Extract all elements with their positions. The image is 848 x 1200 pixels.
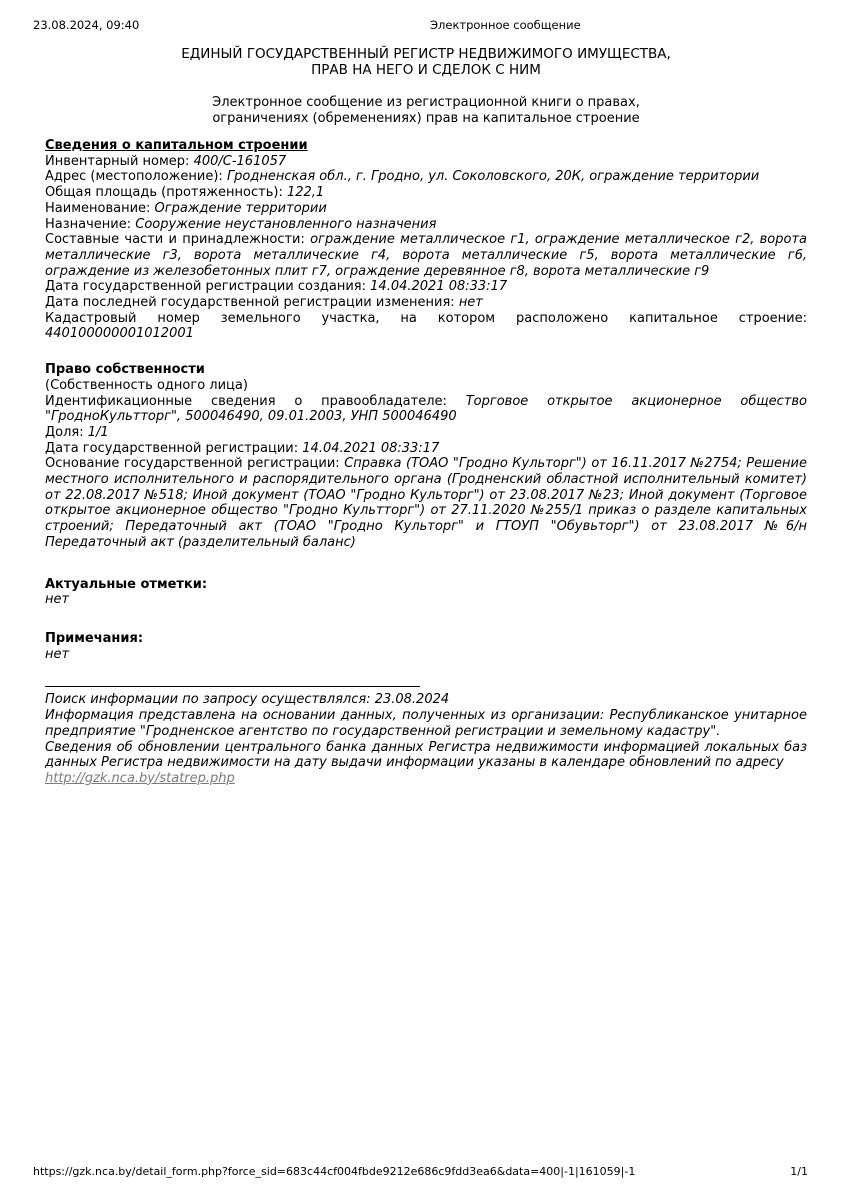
section-ownership: [45, 362, 807, 550]
field-purpose: [45, 217, 807, 233]
field-label: Доля:: [45, 424, 84, 440]
ownership-type: (Собственность одного лица): [45, 377, 248, 393]
field-label: Дата последней государственной регистрации изменения:: [45, 295, 455, 311]
field-value: 122,1: [286, 185, 325, 201]
field-inventory-number: [45, 154, 807, 170]
field-total-area: [45, 185, 807, 201]
field-label: Общая площадь (протяженность):: [45, 185, 283, 201]
document-subtitle-line1: Электронное сообщение из регистрационной книги о правах,: [212, 95, 640, 110]
field-rightholder: [45, 394, 807, 425]
field-label: Идентификационные сведения о правообладателе:: [45, 393, 447, 409]
field-value: Справка (ТОАО "Гродно Культорг") от 16.11.2017 №2754; Решение местного исполнительного и распорядительного органа (Гродненский областной исполнительный комитет) от 22.08.2017 №518; Иной документ (ТОАО "Гродно Культорг") от 23.08.2017 №23; Иной документ (Торговое открытое акционерное общество "Гродно Культторг") от 27.11.2020 №255/1 приказ о разделе капитальных строений; Передаточный акт (ТОАО "Гродно Культорг" и ГТОУП "Обувьторг") от 23.08.2017 №6/н Передаточный акт (разделительный баланс): [45, 456, 807, 550]
field-value: Торговое открытое акционерное общество "ГродноКультторг", 500046490, 09.01.2003, УНП 500046490: [45, 393, 807, 425]
field-label: Кадастровый номер земельного участка, на котором расположено капитальное строение:: [45, 310, 807, 326]
section-actual-marks: [45, 577, 807, 608]
field-value: 400/С-161057: [193, 153, 287, 169]
field-label: Дата государственной регистрации:: [45, 440, 299, 456]
print-datetime: 23.08.2024, 09:40: [33, 18, 140, 32]
divider-line: [45, 686, 420, 687]
search-date-line: Поиск информации по запросу осуществлялся: 23.08.2024: [45, 692, 450, 708]
section-notes: [45, 631, 807, 662]
document-body: [45, 138, 807, 787]
field-value: 440100000001012001: [45, 326, 194, 342]
document-title-line1: ЕДИНЫЙ ГОСУДАРСТВЕННЫЙ РЕГИСТР НЕДВИЖИМОГО ИМУЩЕСТВА,: [181, 46, 671, 62]
field-components: [45, 232, 807, 279]
notes-heading: Примечания:: [45, 630, 144, 646]
section-request-info: [45, 686, 807, 786]
document-title: [45, 46, 807, 78]
field-label: Дата государственной регистрации создания:: [45, 279, 367, 295]
field-label: Адрес (местоположение):: [45, 169, 223, 185]
info-source-line: Информация представлена на основании данных, полученных из организации: Республиканское унитарное предприятие "Гродненское агентство по государственной регистрации и земельному кадастру".: [45, 708, 807, 739]
field-value: Ограждение территории: [154, 200, 327, 216]
field-value: 14.04.2021 08:33:17: [302, 440, 440, 456]
field-value: 1/1: [87, 424, 109, 440]
notes-value: нет: [45, 646, 70, 662]
field-label: Основание государственной регистрации:: [45, 456, 340, 472]
field-last-change-registration-date: [45, 295, 807, 311]
print-title: Электронное сообщение: [430, 18, 581, 32]
document-subtitle: [45, 95, 807, 126]
field-name: [45, 201, 807, 217]
section-building-info: [45, 138, 807, 342]
print-header: [33, 18, 815, 33]
field-registration-basis: [45, 456, 807, 550]
field-label: Инвентарный номер:: [45, 153, 190, 169]
field-share: [45, 425, 807, 441]
building-section-heading: Сведения о капитальном строении: [45, 138, 308, 153]
field-address: [45, 169, 807, 185]
field-registration-date: [45, 441, 807, 457]
statrep-link[interactable]: http://gzk.nca.by/statrep.php: [45, 770, 235, 786]
field-label: Составные части и принадлежности:: [45, 232, 305, 248]
print-footer-page-number: 1/1: [790, 1165, 808, 1178]
document-title-line2: ПРАВ НА НЕГО И СДЕЛОК С НИМ: [311, 62, 541, 78]
field-value: Гродненская обл., г. Гродно, ул. Соколовского, 20К, ограждение территории: [226, 169, 760, 185]
marks-value: нет: [45, 592, 70, 608]
field-label: Наименование:: [45, 200, 151, 216]
print-footer-url: https://gzk.nca.by/detail_form.php?force_sid=683c44cf004fbde9212e686c9fdd3ea6&data=400|-1|161059|-1: [33, 1165, 636, 1178]
field-label: Назначение:: [45, 216, 132, 232]
field-creation-registration-date: [45, 279, 807, 295]
document-subtitle-line2: ограничениях (обременениях) прав на капитальное строение: [212, 110, 640, 126]
update-info-line: Сведения об обновлении центрального банка данных Регистра недвижимости информацией локальных баз данных Регистра недвижимости на дату выдачи информации указаны в календаре обновлений по адресу: [45, 739, 807, 771]
field-value: 14.04.2021 08:33:17: [370, 279, 508, 295]
marks-heading: Актуальные отметки:: [45, 576, 208, 592]
ownership-section-heading: Право собственности: [45, 362, 205, 378]
field-value: нет: [458, 295, 483, 311]
print-footer: [33, 1165, 808, 1178]
field-cadastral-number: [45, 311, 807, 342]
field-value: Сооружение неустановленного назначения: [135, 216, 437, 232]
field-value: ограждение металлическое г1, ограждение металлическое г2, ворота металлические г3, ворота металлические г4, ворота металлические г5, ворота металлические г6, ограждение из железобетонных плит г7, ограждение деревянное г8, ворота металлические г9: [45, 232, 807, 279]
